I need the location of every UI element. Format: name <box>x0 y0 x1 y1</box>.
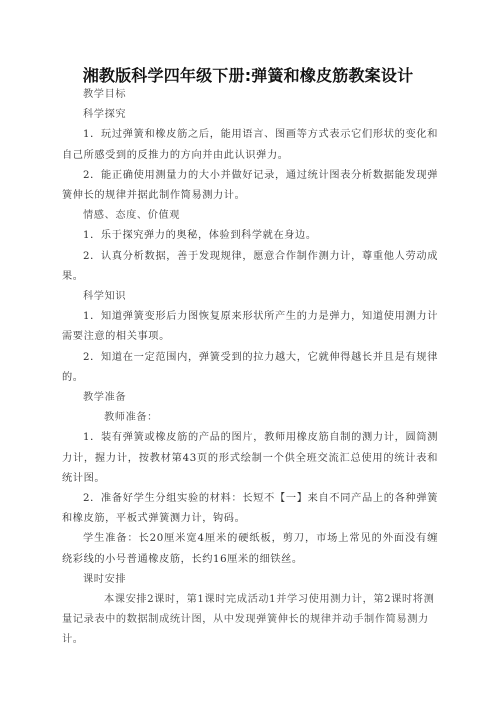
emotion-item-2: 2．认真分析数据，善于发现规律，愿意合作制作测力计，尊重他人劳动成果。 <box>62 250 438 282</box>
schedule-heading: 课时安排 <box>83 573 127 585</box>
emotion-item-1: 1．乐于探究弹力的奥秘，体验到科学就在身边。 <box>83 230 317 242</box>
knowledge-heading: 科学知识 <box>83 291 127 303</box>
inquiry-item-1: 1．玩过弹簧和橡皮筋之后，能用语言、图画等方式表示它们形状的变化和自己所感受到的反推力的方向并由此认识弹力。 <box>62 129 438 161</box>
objectives-heading: 教学目标 <box>83 89 127 100</box>
knowledge-item-1: 1．知道弹簧变形后力图恢复原来形状所产生的力是弹力，知道使用测力计需要注意的相关事项。 <box>62 311 438 343</box>
prep-heading: 教学准备 <box>83 392 127 404</box>
teacher-prep-item-2: 2．准备好学生分组实验的材料：长短不【一】来自不同产品上的各种弹簧和橡皮筋，平板式弹簧测力计，钩码。 <box>62 493 438 525</box>
inquiry-item-2: 2．能正确使用测量力的大小并做好记录，通过统计图表分析数据能发现弹簧伸长的规律并据此制作简易测力计。 <box>62 169 438 202</box>
emotion-heading: 情感、态度、价值观 <box>83 210 181 222</box>
schedule-text: 本课安排2课时，第1课时完成活动1并学习使用测力计，第2课时将测量记录表中的数据制成统计图，从中发现弹簧伸长的规律并动手制作简易测力计。 <box>62 594 435 646</box>
document-body <box>62 85 438 651</box>
student-prep: 学生准备：长20厘米宽4厘米的硬纸板，剪刀，市场上常见的外面没有缠绕彩线的小号普通橡皮筋，长约16厘米的细铁丝。 <box>62 533 438 565</box>
teacher-prep-heading: 教师准备： <box>104 412 158 424</box>
teacher-prep-item-1: 1．装有弹簧或橡皮筋的产品的图片，教师用橡皮筋自制的测力计，圆筒测力计，握力计，按教材第43页的形式绘制一个供全班交流汇总使用的统计表和统计图。 <box>62 432 438 484</box>
document-title: 湘教版科学四年级下册:弹簧和橡皮筋教案设计 <box>82 66 414 85</box>
knowledge-item-2: 2．知道在一定范围内，弹簧受到的拉力越大，它就伸得越长并且是有规律的。 <box>62 351 438 383</box>
science-inquiry-heading: 科学探究 <box>83 109 127 121</box>
